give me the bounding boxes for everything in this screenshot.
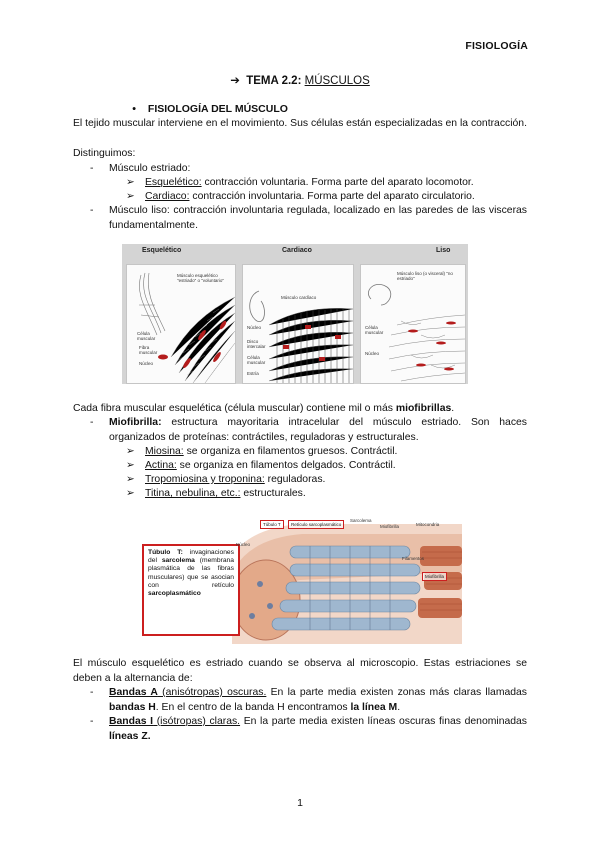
intro-paragraph: El tejido muscular interviene en el movimiento. Sus células están especializadas en la contracción. [73, 118, 527, 129]
list-item-term: Tropomiosina y troponina: [145, 474, 265, 485]
tubulo-t-callout [142, 544, 240, 636]
figure-label: Filamentos [402, 556, 425, 561]
list-item-text: contracción involuntaria. Forma parte del aparato circulatorio. [189, 191, 475, 202]
list-item-term: Esquelético: [145, 177, 202, 188]
list-item [145, 189, 475, 204]
callout-text: (membrana plasmática de las fibras musculares) que se asocian con retículo [148, 557, 234, 589]
band-i-text: En la parte media existen líneas oscuras finas denominadas [240, 716, 528, 727]
list-item [145, 472, 325, 487]
list-item-term: Miosina: [145, 446, 184, 457]
figure-label: Sarcolema [350, 518, 372, 523]
figure-note: Músculo liso (o visceral) "no estriado" [397, 271, 453, 281]
figure-label: Núcleo [236, 542, 251, 547]
band-a-term: Bandas A [109, 687, 158, 698]
figure-label: Miofibrilla [380, 524, 400, 529]
list-item-text: estructurales. [240, 488, 306, 499]
list-item-text: se organiza en filamentos delgados. Contráctil. [176, 460, 396, 471]
arrow-icon: ➢ [126, 474, 135, 485]
running-header: FISIOLOGÍA [465, 40, 528, 52]
figure-note: Núcleo [247, 325, 262, 330]
list-item [145, 486, 306, 501]
dash-marker: - [90, 163, 94, 174]
intro-text: Cada fibra muscular esquelética (célula muscular) contiene mil o más [73, 403, 396, 414]
myofibril-figure [140, 516, 462, 644]
miofibrilla-definition [109, 415, 527, 445]
title-topic: MÚSCULOS [304, 75, 370, 87]
list-item-text: se organiza en filamentos gruesos. Contráctil. [183, 446, 398, 457]
list-item-text: Músculo estriado: [109, 163, 191, 174]
panel-label: Liso [436, 247, 451, 254]
list-item-text: Músculo liso: contracción involuntaria regulada, localizado en las paredes de las visceras fundamentalmente. [109, 205, 527, 231]
band-i-bold: líneas Z. [109, 731, 151, 742]
intro-post: . [451, 403, 455, 414]
figure-note: Célula muscular [137, 331, 156, 341]
smooth-panel [360, 264, 466, 384]
list-item-text: contracción voluntaria. Forma parte del aparato locomotor. [201, 177, 474, 188]
smooth-illustration [361, 265, 465, 383]
band-i-subtitle: (isótropas) claras. [153, 716, 241, 727]
page-title [0, 73, 600, 87]
list-item-term: Cardiaco: [145, 191, 190, 202]
band-a-bold: la línea M [350, 702, 398, 713]
arrow-icon: ➔ [230, 75, 240, 87]
figure-note: Disco intercalar [247, 339, 266, 349]
list-item [145, 444, 397, 459]
panel-label: Cardiaco [282, 247, 312, 254]
dash-marker: - [90, 417, 94, 428]
figure-note: Núcleo [365, 351, 380, 356]
band-a-text: En la parte media existen zonas más claras llamadas [266, 687, 528, 698]
callout-text: invaginaciones del [148, 549, 234, 565]
figure-label-reticulo: Retículo sarcoplasmático [288, 520, 344, 529]
figure-note: Fibra muscular [139, 345, 158, 355]
figure-label: Mitocondria [416, 522, 440, 527]
cardiac-illustration [243, 265, 353, 383]
figure-note: Célula muscular [365, 325, 384, 335]
list-item [90, 161, 93, 176]
list-item-term: Titina, nebulina, etc.: [145, 488, 241, 499]
figure-note: Célula muscular [247, 355, 266, 365]
definition-text: estructura mayoritaria intracelular del músculo estriado. Son haces organizados de proteínas: contráctiles, reguladoras y estructurales. [109, 417, 527, 443]
definition-term: Miofibrilla: [109, 417, 162, 428]
distinguimos-text: Distinguimos: [73, 148, 136, 159]
band-i-term: Bandas I [109, 716, 154, 727]
arrow-icon: ➢ [126, 446, 135, 457]
dash-marker: - [90, 205, 94, 216]
arrow-icon: ➢ [126, 191, 135, 202]
striations-paragraph: El músculo esquelético es estriado cuando se observa al microscopio. Estas estriaciones se deben a la alternancia de: [73, 658, 527, 684]
list-item [145, 458, 396, 473]
skeletal-panel [126, 264, 236, 384]
intro-bold: miofibrillas [395, 403, 452, 414]
band-a-text: . [397, 702, 401, 713]
figure-note: Núcleo [139, 361, 154, 366]
band-a-subtitle: (anisótropas) oscuras. [157, 687, 267, 698]
figure-note: Estría [247, 371, 259, 376]
callout-title: Túbulo T: [148, 549, 183, 556]
title-label: TEMA 2.2: [246, 75, 302, 87]
band-a-item [109, 685, 527, 715]
callout-bold: sarcolema [161, 557, 195, 565]
list-item-term: Actina: [145, 460, 177, 471]
figure-note: Músculo esquelético "estriado" o "voluntario" [177, 273, 224, 283]
miofibrillas-intro [73, 401, 527, 416]
panel-label: Esquelético [142, 247, 182, 254]
arrow-icon: ➢ [126, 488, 135, 499]
callout-bold: sarcoplasmático [148, 590, 201, 598]
section-heading-text: FISIOLOGÍA DEL MÚSCULO [147, 103, 288, 115]
arrow-icon: ➢ [126, 177, 135, 188]
page-number: 1 [297, 797, 303, 809]
bullet-icon: ● [132, 105, 137, 113]
figure-label-tubulo: Túbulo T [260, 520, 284, 529]
band-i-item [109, 714, 527, 744]
cardiac-panel [242, 264, 354, 384]
dash-marker: - [90, 716, 94, 727]
figure-note: Músculo cardíaco [281, 295, 317, 300]
list-item [145, 175, 474, 190]
figure-label-miofibrilla: Miofibrilla [422, 572, 447, 581]
muscle-types-figure [122, 244, 468, 384]
arrow-icon: ➢ [126, 460, 135, 471]
band-a-text: . En el centro de la banda H encontramos [155, 702, 351, 713]
section-heading [132, 103, 288, 115]
list-item-text: reguladoras. [264, 474, 326, 485]
dash-marker: - [90, 687, 94, 698]
band-a-bold: bandas H [109, 702, 156, 713]
